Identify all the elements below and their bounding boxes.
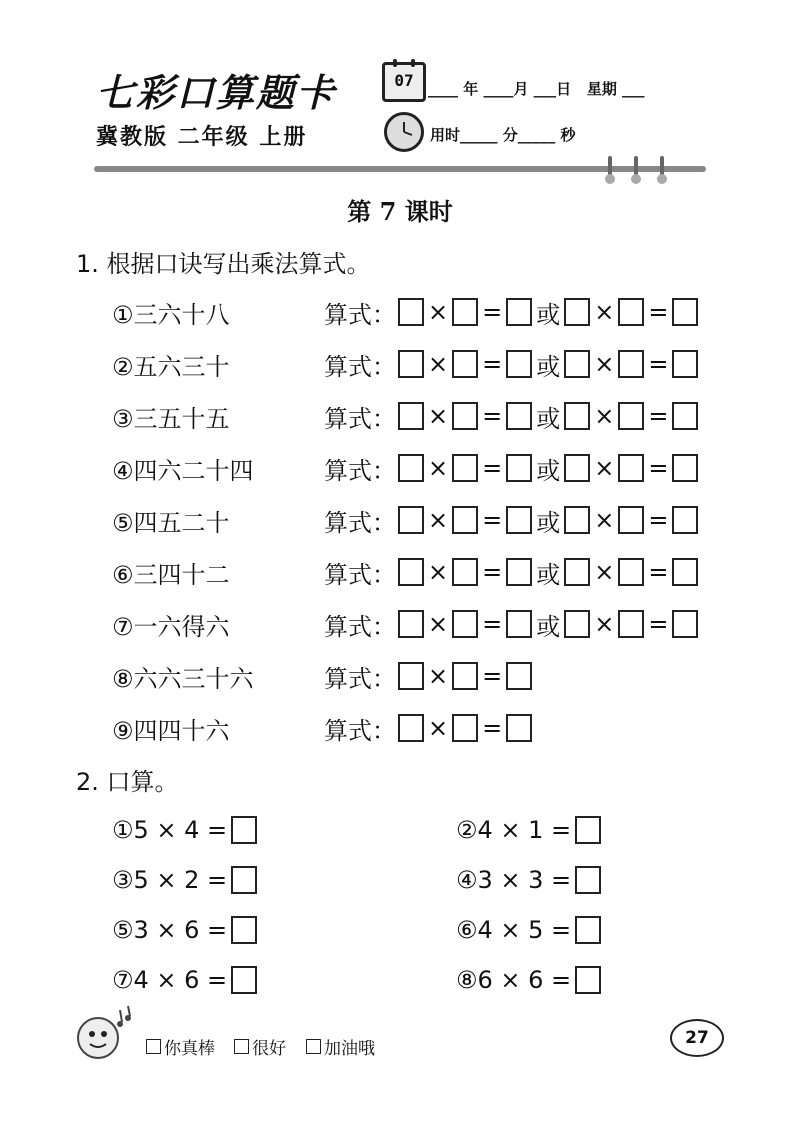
answer-box[interactable] (618, 506, 644, 534)
answer-box[interactable] (506, 558, 532, 586)
rhyme-label: ②五六三十 (112, 352, 230, 381)
answer-box[interactable] (575, 966, 601, 994)
answer-box[interactable] (398, 662, 424, 690)
equation (396, 295, 700, 330)
option-good[interactable] (234, 1034, 286, 1059)
option-label: 很好 (252, 1039, 286, 1059)
formula-label: 算式： (324, 404, 396, 433)
formula-row (112, 398, 700, 434)
operator: = (648, 350, 669, 378)
answer-box[interactable] (618, 454, 644, 482)
answer-box[interactable] (398, 506, 424, 534)
operator: = (482, 454, 503, 482)
operator: × (594, 610, 615, 638)
operator: × (428, 558, 449, 586)
formula-label: 算式： (324, 612, 396, 641)
formula-label: 算式： (324, 300, 396, 329)
answer-box[interactable] (506, 454, 532, 482)
answer-box[interactable] (618, 402, 644, 430)
equation (396, 451, 700, 486)
pin-icon (634, 156, 638, 182)
formula-row (112, 294, 700, 330)
answer-box[interactable] (564, 610, 590, 638)
answer-box[interactable] (672, 402, 698, 430)
answer-box[interactable] (231, 916, 257, 944)
calc-item (456, 862, 603, 898)
answer-box[interactable] (506, 298, 532, 326)
formula-label: 算式： (324, 560, 396, 589)
answer-box[interactable] (564, 454, 590, 482)
formula-label: 算式： (324, 352, 396, 381)
date-line: ____ 年 ____月 ___日 星期 ___ (428, 80, 645, 98)
answer-box[interactable] (506, 350, 532, 378)
answer-box[interactable] (452, 558, 478, 586)
operator: × (594, 454, 615, 482)
formula-row (112, 658, 534, 694)
equation (396, 503, 700, 538)
question-2-title: 2. 口算。 (76, 768, 179, 796)
or-text: 或 (536, 352, 561, 381)
equation (396, 555, 700, 590)
calc-expression: ②4 × 1 = (456, 816, 572, 844)
calc-expression: ④3 × 3 = (456, 866, 572, 894)
calc-item (112, 862, 259, 898)
operator: = (482, 350, 503, 378)
formula-label: 算式： (324, 508, 396, 537)
rhyme-label: ⑧六六三十六 (112, 664, 254, 693)
rhyme-label: ①三六十八 (112, 300, 230, 329)
logo-title: 七彩口算题卡 (96, 70, 337, 115)
answer-box[interactable] (398, 714, 424, 742)
question-1-title: 1. 根据口诀写出乘法算式。 (76, 250, 371, 278)
formula-row (112, 502, 700, 538)
or-text: 或 (536, 560, 561, 589)
formula-row (112, 450, 700, 486)
or-text: 或 (536, 300, 561, 329)
or-text: 或 (536, 404, 561, 433)
calc-item (456, 812, 603, 848)
time-line: 用时_____ 分_____ 秒 (430, 126, 576, 144)
option-keep-going[interactable] (306, 1034, 375, 1059)
calc-item (112, 912, 259, 948)
formula-row (112, 554, 700, 590)
answer-box[interactable] (564, 558, 590, 586)
answer-box[interactable] (452, 506, 478, 534)
operator: = (482, 662, 503, 690)
answer-box[interactable] (575, 916, 601, 944)
operator: = (482, 558, 503, 586)
answer-box[interactable] (398, 558, 424, 586)
equation (396, 714, 534, 742)
checkbox-icon[interactable] (234, 1039, 249, 1054)
header-divider (94, 166, 706, 172)
answer-box[interactable] (452, 454, 478, 482)
rhyme-label: ④四六二十四 (112, 456, 254, 485)
operator: × (428, 714, 449, 742)
operator: × (594, 506, 615, 534)
answer-box[interactable] (672, 454, 698, 482)
checkbox-icon[interactable] (306, 1039, 321, 1054)
or-text: 或 (536, 508, 561, 537)
equation (396, 347, 700, 382)
answer-box[interactable] (231, 816, 257, 844)
formula-label: 算式： (324, 716, 396, 745)
operator: × (594, 350, 615, 378)
operator: × (594, 402, 615, 430)
answer-box[interactable] (575, 866, 601, 894)
answer-box[interactable] (672, 298, 698, 326)
or-text: 或 (536, 612, 561, 641)
answer-box[interactable] (564, 506, 590, 534)
answer-box[interactable] (506, 662, 532, 690)
answer-box[interactable] (398, 454, 424, 482)
pin-icon (660, 156, 664, 182)
clock-icon (384, 112, 424, 152)
operator: = (482, 402, 503, 430)
operator: × (428, 610, 449, 638)
operator: = (648, 298, 669, 326)
formula-label: 算式： (324, 664, 396, 693)
calendar-icon (382, 62, 426, 102)
rhyme-label: ⑨四四十六 (112, 716, 230, 745)
calc-item (112, 812, 259, 848)
lesson-title: 第 7 课时 (347, 197, 453, 226)
answer-box[interactable] (575, 816, 601, 844)
operator: = (482, 506, 503, 534)
answer-box[interactable] (564, 298, 590, 326)
answer-box[interactable] (564, 402, 590, 430)
answer-box[interactable] (452, 714, 478, 742)
operator: = (648, 402, 669, 430)
answer-box[interactable] (672, 558, 698, 586)
calc-item (456, 912, 603, 948)
calc-expression: ⑦4 × 6 = (112, 966, 228, 994)
answer-box[interactable] (398, 350, 424, 378)
operator: = (482, 610, 503, 638)
answer-box[interactable] (452, 298, 478, 326)
operator: = (482, 714, 503, 742)
operator: × (594, 298, 615, 326)
answer-box[interactable] (506, 506, 532, 534)
operator: × (428, 506, 449, 534)
answer-box[interactable] (452, 610, 478, 638)
operator: × (428, 402, 449, 430)
calc-item (456, 962, 603, 998)
answer-box[interactable] (672, 350, 698, 378)
operator: = (648, 610, 669, 638)
operator: × (428, 298, 449, 326)
pin-icon (608, 156, 612, 182)
answer-box[interactable] (231, 866, 257, 894)
calc-expression: ⑥4 × 5 = (456, 916, 572, 944)
operator: = (648, 454, 669, 482)
answer-box[interactable] (618, 558, 644, 586)
option-label: 你真棒 (164, 1039, 215, 1059)
operator: × (428, 454, 449, 482)
calc-expression: ③5 × 2 = (112, 866, 228, 894)
edition-subtitle: 冀教版 二年级 上册 (96, 125, 308, 150)
operator: = (648, 558, 669, 586)
operator: = (648, 506, 669, 534)
rhyme-label: ③三五十五 (112, 404, 230, 433)
page-number: 27 (670, 1019, 724, 1057)
or-text: 或 (536, 456, 561, 485)
answer-box[interactable] (398, 402, 424, 430)
calc-expression: ①5 × 4 = (112, 816, 228, 844)
answer-box[interactable] (452, 662, 478, 690)
rhyme-label: ⑥三四十二 (112, 560, 230, 589)
equation (396, 399, 700, 434)
rhyme-label: ⑤四五二十 (112, 508, 230, 537)
formula-row (112, 346, 700, 382)
answer-box[interactable] (672, 506, 698, 534)
option-label: 加油哦 (324, 1039, 375, 1059)
formula-row (112, 710, 534, 746)
equation (396, 607, 700, 642)
checkbox-icon[interactable] (146, 1039, 161, 1054)
answer-box[interactable] (564, 350, 590, 378)
answer-box[interactable] (506, 402, 532, 430)
answer-box[interactable] (398, 298, 424, 326)
answer-box[interactable] (618, 298, 644, 326)
answer-box[interactable] (506, 610, 532, 638)
calc-item (112, 962, 259, 998)
answer-box[interactable] (672, 610, 698, 638)
operator: × (428, 350, 449, 378)
calendar-number: 07 (394, 71, 414, 90)
calc-expression: ⑤3 × 6 = (112, 916, 228, 944)
formula-label: 算式： (324, 456, 396, 485)
operator: × (428, 662, 449, 690)
option-great[interactable] (146, 1034, 215, 1059)
answer-box[interactable] (452, 402, 478, 430)
rhyme-label: ⑦一六得六 (112, 612, 230, 641)
answer-box[interactable] (618, 610, 644, 638)
operator: × (594, 558, 615, 586)
answer-box[interactable] (398, 610, 424, 638)
answer-box[interactable] (452, 350, 478, 378)
answer-box[interactable] (231, 966, 257, 994)
answer-box[interactable] (618, 350, 644, 378)
operator: = (482, 298, 503, 326)
answer-box[interactable] (506, 714, 532, 742)
equation (396, 662, 534, 690)
calc-expression: ⑧6 × 6 = (456, 966, 572, 994)
formula-row (112, 606, 700, 642)
cartoon-mascot-icon (70, 1000, 140, 1070)
